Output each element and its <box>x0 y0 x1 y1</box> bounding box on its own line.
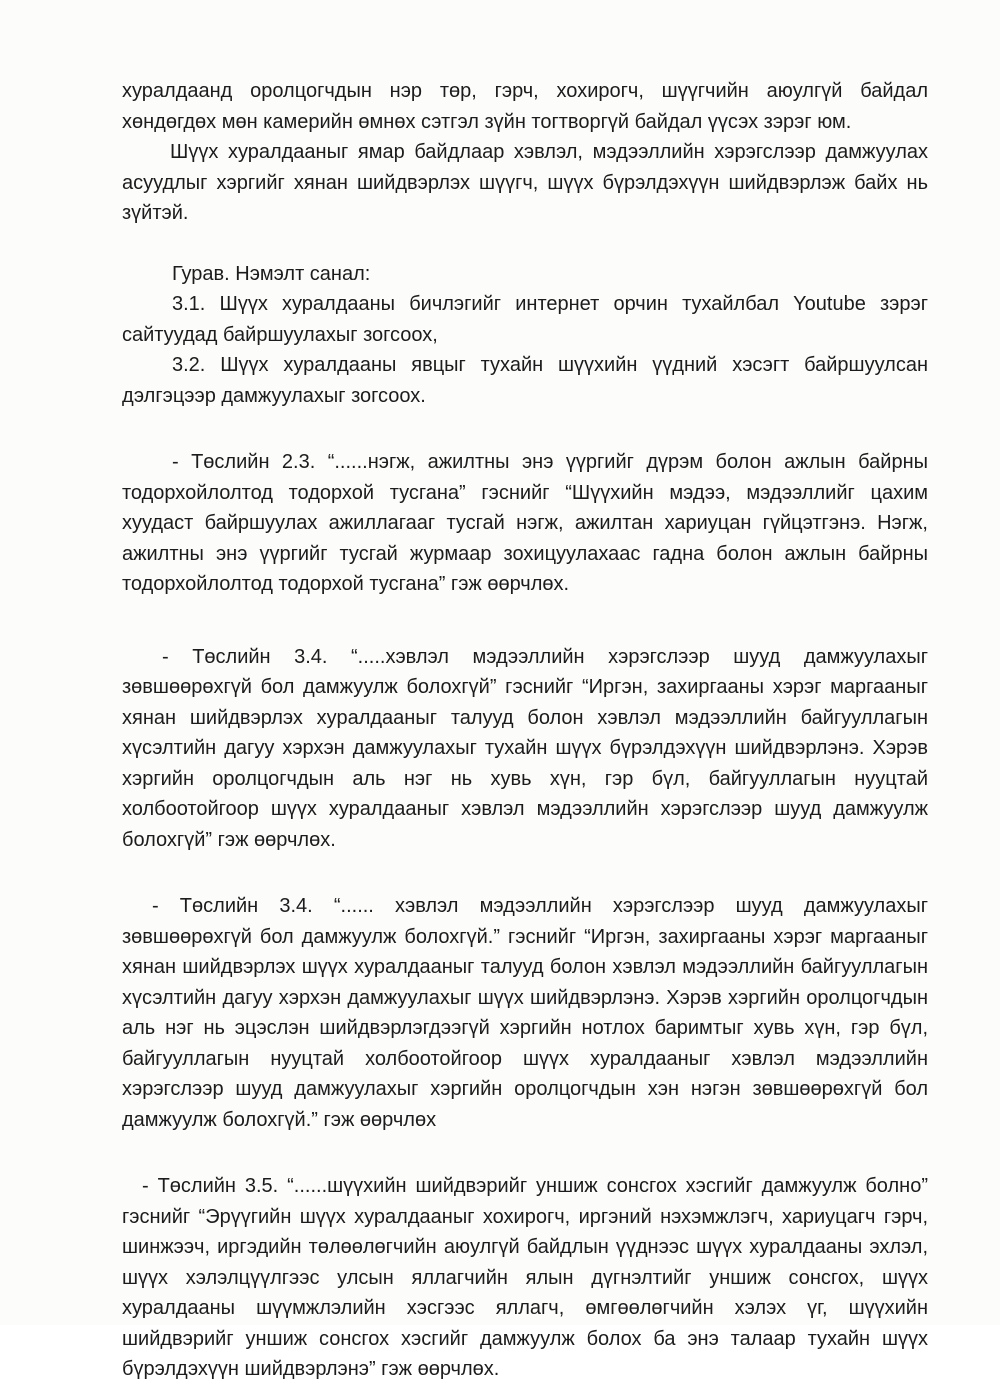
proposal-item-3-2: 3.2. Шүүх хуралдааны явцыг тухайн шүүхийн үүдний хэсэгт байршуулсан дэлгэцээр дамжуулахыг зогсоох. <box>122 354 928 407</box>
document-body <box>122 76 928 1385</box>
amendment-3-4-first: - Төслийн 3.4. “.....хэвлэл мэдээллийн хэрэгслээр шууд дамжуулахыг зөвшөөрөхгүй бол дамжуулж болохгүй” гэснийг “Иргэн, захиргааны хэрэг маргааныг хянан шийдвэрлэх хуралдааныг талууд болон хэвлэл мэдээллийн байгууллагын хүсэлтийн дагуу хэрхэн дамжуулахыг тухайн шүүх бүрэлдэхүүн шийдвэрлэнэ. Хэрэв хэргийн оролцогчдын аль нэг нь хувь хүн, гэр бүл, байгууллагын нууцтай холбоотойгоор шүүх хуралдааныг хэвлэл мэдээллийн хэрэгслээр шууд дамжуулж болохгүй” гэж өөрчлөх. <box>122 645 928 851</box>
proposal-item-3-1: 3.1. Шүүх хуралдааны бичлэгийг интернет орчин тухайлбал Youtube зэрэг сайтуудад байршуулахыг зогсоох, <box>122 293 928 346</box>
amendment-3-5: - Төслийн 3.5. “......шүүхийн шийдвэрийг уншиж сонсгох хэсгийг дамжуулж болно” гэснийг “Эрүүгийн шүүх хуралдааныг хохирогч, иргэний нэхэмжлэгч, хариуцагч гэрч, шинжээч, иргэдийн төлөөлөгчийн аюулгүй байдлын үүднээс шүүх хуралдааны эхлэл, шүүх хэлэлцүүлгээс улсын яллагчийн ялын дүгнэлтийг уншиж сонсгох, шүүх хуралдааны шүүмжлэлийн хэсгээс яллагч, өмгөөлөгчийн хэлэх үг, шүүхийн шийдвэрийг уншиж сонсгох хэсгийг дамжуулж болох ба энэ талаар тухайн шүүх бүрэлдэхүүн шийдвэрлэнэ” гэж өөрчлөх. <box>122 1175 928 1380</box>
paragraph-privacy-concerns: хуралдаанд оролцогчдын нэр төр, гэрч, хохирогч, шүүгчийн аюулгүй байдал хөндөгдөх мөн камерийн өмнөх сэтгэл зүйн тогтворгүй байдал үүсэх зэрэг юм. <box>122 80 928 133</box>
amendment-2-3: - Төслийн 2.3. “......нэгж, ажилтны энэ үүргийг дүрэм болон ажлын байрны тодорхойлолтод тодорхой тусгана” гэснийг “Шүүхийн мэдээ, мэдээллийг цахим хуудаст байршуулах ажиллагааг тусгай нэгж, ажилтан хариуцан гүйцэтгэнэ. Нэгж, ажилтны энэ үүргийг тусгай журмаар зохицуулахаас гадна болон ажлын байрны тодорхойлолтод тодорхой тусгана” гэж өөрчлөх. <box>122 451 928 595</box>
paragraph-broadcast-decision: Шүүх хуралдааныг ямар байдлаар хэвлэл, мэдээллийн хэрэгслээр дамжуулах асуудлыг хэргийг хянан шийдвэрлэх шүүгч, шүүх бүрэлдэхүүн шийдвэрлэж байх нь зүйтэй. <box>122 141 928 224</box>
amendment-3-4-second: - Төслийн 3.4. “...... хэвлэл мэдээллийн хэрэгслээр шууд дамжуулахыг зөвшөөрөхгүй бол дамжуулж болохгүй.” гэснийг “Иргэн, захиргааны хэрэг маргааныг хянан шийдвэрлэх шүүх хуралдааныг талууд болон хэвлэл мэдээллийн байгууллагын хүсэлтийн дагуу хэрхэн дамжуулахыг шүүх шийдвэрлэнэ. Хэрэв хэргийн оролцогчдын аль нэг нь эцэслэн шийдвэрлэгдээгүй хэргийн нотлох баримтыг хувь хүн, гэр бүл, байгууллагын нууцтай холбоотойгоор шүүх хуралдааныг хэвлэл мэдээллийн хэрэгслээр шууд дамжуулахыг хэргийн оролцогчдын хэн нэгэн зөвшөөрөхгүй бол дамжуулж болохгүй.” гэж өөрчлөх <box>122 895 928 1131</box>
section-heading-additional-proposal: Гурав. Нэмэлт санал: <box>172 262 371 285</box>
